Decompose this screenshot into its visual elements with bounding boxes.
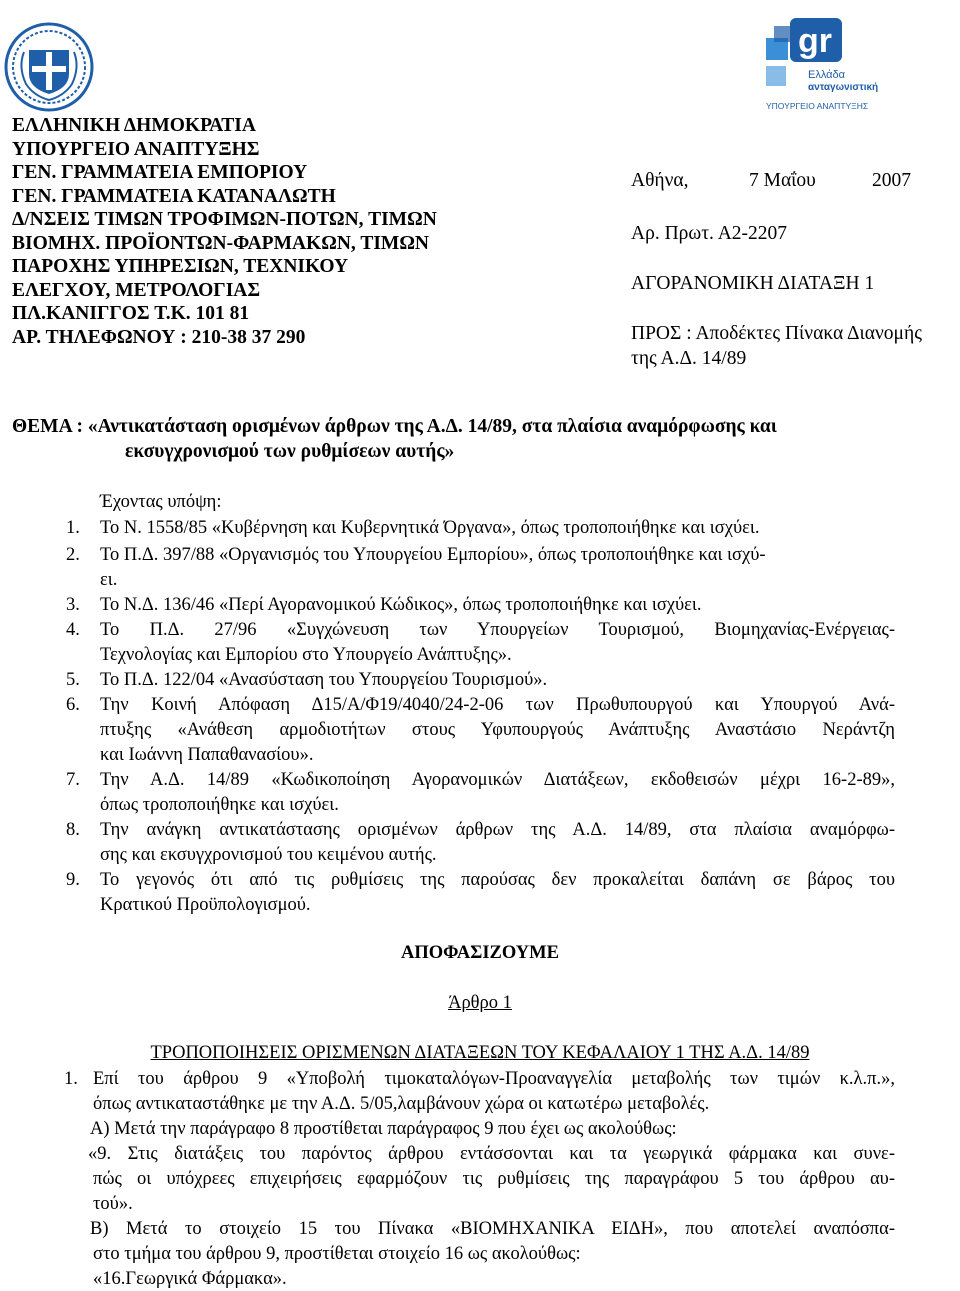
decision-heading: ΑΠΟΦΑΣΙΖΟΥΜΕ — [401, 943, 559, 963]
item-number: 4. — [66, 620, 80, 640]
list-item: Το Π.Δ. 122/04 «Ανασύσταση του Υπουργείου Τουρισμού». — [100, 670, 548, 690]
paragraph-line: όπως αντικαταστάθηκε με την Α.Δ. 5/05,λαμβάνουν χώρα οι κατωτέρω μεταβολές. — [93, 1094, 710, 1114]
item-number: 9. — [66, 870, 80, 890]
list-item: Το Π.Δ. 27/96 «Συγχώνευση των Υπουργείων Τουρισμού, Βιομηχανίας-Ενέργειας- — [100, 620, 895, 640]
list-item: Το Π.Δ. 397/88 «Οργανισμός του Υπουργείου Εμπορίου», όπως τροποποιήθηκε και ισχύ- — [100, 545, 766, 565]
paragraph-number: 1. — [64, 1069, 78, 1089]
item-number: 8. — [66, 820, 80, 840]
paragraph-line: στο τμήμα του άρθρου 9, προστίθεται στοιχείο 16 ως ακολούθως: — [93, 1244, 581, 1264]
subject-line-2: εκσυγχρονισμού των ρυθμίσεων αυτής» — [125, 441, 455, 462]
issuer-header — [12, 114, 482, 349]
gr-logo-line2: ανταγωνιστική — [808, 82, 879, 93]
list-item: Την Α.Δ. 14/89 «Κωδικοποίηση Αγορανομικών Διατάξεων, εκδοθεισών μέχρι 16-2-89», — [100, 770, 895, 790]
section-title: ΤΡΟΠΟΠΟΙΗΣΕΙΣ ΟΡΙΣΜΕΝΩΝ ΔΙΑΤΑΞΕΩΝ ΤΟΥ ΚΕΦΑΛΑΙΟΥ 1 ΤΗΣ Α.Δ. 14/89 — [150, 1043, 810, 1063]
header-line: ΓΕΝ. ΓΡΑΜΜΑΤΕΙΑ ΚΑΤΑΝΑΛΩΤΗ — [12, 185, 336, 207]
paragraph-line: «9. Στις διατάξεις του παρόντος άρθρου εντάσσονται και τα γεωργικά φάρμακα και συνε- — [88, 1144, 895, 1164]
item-number: 2. — [66, 545, 80, 565]
subject-line-1: ΘΕΜΑ : «Αντικατάσταση ορισμένων άρθρων της Α.Δ. 14/89, στα πλαίσια αναμόρφωσης και — [12, 416, 777, 437]
paragraph-line: πώς οι υπόχρεες επιχειρήσεις εφαρμόζουν τις ρυθμίσεις της παραγράφου 5 του άρθρου αυ- — [93, 1169, 895, 1189]
item-number: 1. — [66, 518, 80, 538]
date: 7 Μαΐου — [749, 170, 816, 191]
paragraph-line: τού». — [93, 1194, 133, 1214]
place: Αθήνα, — [631, 170, 689, 191]
article-heading: Άρθρο 1 — [448, 993, 512, 1013]
header-line: ΑΡ. ΤΗΛΕΦΩΝΟΥ : 210-38 37 290 — [12, 326, 306, 348]
considering-label: Έχοντας υπόψη: — [100, 492, 222, 512]
header-line: ΒΙΟΜΗΧ. ΠΡΟΪΟΝΤΩΝ-ΦΑΡΜΑΚΩΝ, ΤΙΜΩΝ — [12, 232, 430, 254]
list-item: σης και εκσυγχρονισμού του κειμένου αυτής. — [100, 845, 437, 865]
gr-logo-line3: ΥΠΟΥΡΓΕΙΟ ΑΝΑΠΤΥΞΗΣ — [766, 101, 869, 111]
hellenic-seal-icon — [4, 22, 94, 112]
item-number: 6. — [66, 695, 80, 715]
paragraph-line: Β) Μετά το στοιχείο 15 του Πίνακα «ΒΙΟΜΗΧΑΝΙΚΑ ΕΙΔΗ», που αποτελεί αναπόσπα- — [90, 1219, 895, 1239]
header-line: ΓΕΝ. ΓΡΑΜΜΑΤΕΙΑ ΕΜΠΟΡΙΟΥ — [12, 162, 308, 183]
year: 2007 — [872, 170, 911, 191]
header-line: ΠΛ.ΚΑΝΙΓΓΟΣ Τ.Κ. 101 81 — [12, 303, 250, 324]
list-item: Το Ν. 1558/85 «Κυβέρνηση και Κυβερνητικά Όργανα», όπως τροποποιήθηκε και ισχύει. — [100, 518, 760, 538]
paragraph-line: Επί του άρθρου 9 «Υποβολή τιμοκαταλόγων-Προαναγγελία μεταβολής των τιμών κ.λ.π.», — [93, 1069, 895, 1089]
list-item: Κρατικού Προϋπολογισμού. — [100, 895, 311, 915]
recipients-line: ΠΡΟΣ : Αποδέκτες Πίνακα Διανομής — [631, 323, 922, 344]
list-item: Το Ν.Δ. 136/46 «Περί Αγορανομικού Κώδικος», όπως τροποποιήθηκε και ισχύει. — [100, 595, 702, 615]
list-item: Την ανάγκη αντικατάστασης ορισμένων άρθρων της Α.Δ. 14/89, στα πλαίσια αναμόρφω- — [100, 820, 895, 840]
item-number: 7. — [66, 770, 80, 790]
item-number: 5. — [66, 670, 80, 690]
list-item: ει. — [100, 570, 118, 590]
list-item: Το γεγονός ότι από τις ρυθμίσεις της παρούσας δεν προκαλείται δαπάνη σε βάρος του — [100, 870, 895, 890]
recipients-line-2: της Α.Δ. 14/89 — [631, 348, 747, 369]
list-item: Την Κοινή Απόφαση Δ15/Α/Φ19/4040/24-2-06 των Πρωθυπουργού και Υπουργού Ανά- — [100, 695, 895, 715]
list-item: όπως τροποποιήθηκε και ισχύει. — [100, 795, 339, 815]
header-line: ΕΛΕΓΧΟΥ, ΜΕΤΡΟΛΟΓΙΑΣ — [12, 279, 261, 301]
ellada-antagonistiki-logo — [762, 14, 902, 114]
header-line: ΕΛΛΗΝΙΚΗ ΔΗΜΟΚΡΑΤΙΑ — [12, 115, 256, 136]
protocol-number: Αρ. Πρωτ. Α2-2207 — [631, 223, 788, 244]
gr-logo-text: gr — [798, 22, 832, 60]
list-item: και Ιωάννη Παπαθανασίου». — [100, 745, 314, 765]
item-number: 3. — [66, 595, 80, 615]
gr-logo-line1: Ελλάδα — [808, 69, 846, 81]
paragraph-line: Α) Μετά την παράγραφο 8 προστίθεται παράγραφος 9 που έχει ως ακολούθως: — [90, 1119, 677, 1139]
order-title: ΑΓΟΡΑΝΟΜΙΚΗ ΔΙΑΤΑΞΗ 1 — [631, 273, 875, 294]
header-line: Δ/ΝΣΕΙΣ ΤΙΜΩΝ ΤΡΟΦΙΜΩΝ-ΠΟΤΩΝ, ΤΙΜΩΝ — [12, 209, 437, 230]
paragraph-line: «16.Γεωργικά Φάρμακα». — [93, 1269, 287, 1289]
list-item: Τεχνολογίας και Εμπορίου στο Υπουργείο Ανάπτυξης». — [100, 645, 512, 665]
date-line — [631, 170, 911, 192]
list-item: πτυξης «Ανάθεση αρμοδιοτήτων στους Υφυπουργούς Ανάπτυξης Αναστάσιο Νεράντζη — [100, 720, 895, 740]
subject — [12, 414, 932, 464]
header-line: ΥΠΟΥΡΓΕΙΟ ΑΝΑΠΤΥΞΗΣ — [12, 138, 260, 160]
header-line: ΠΑΡΟΧΗΣ ΥΠΗΡΕΣΙΩΝ, ΤΕΧΝΙΚΟΥ — [12, 256, 349, 277]
